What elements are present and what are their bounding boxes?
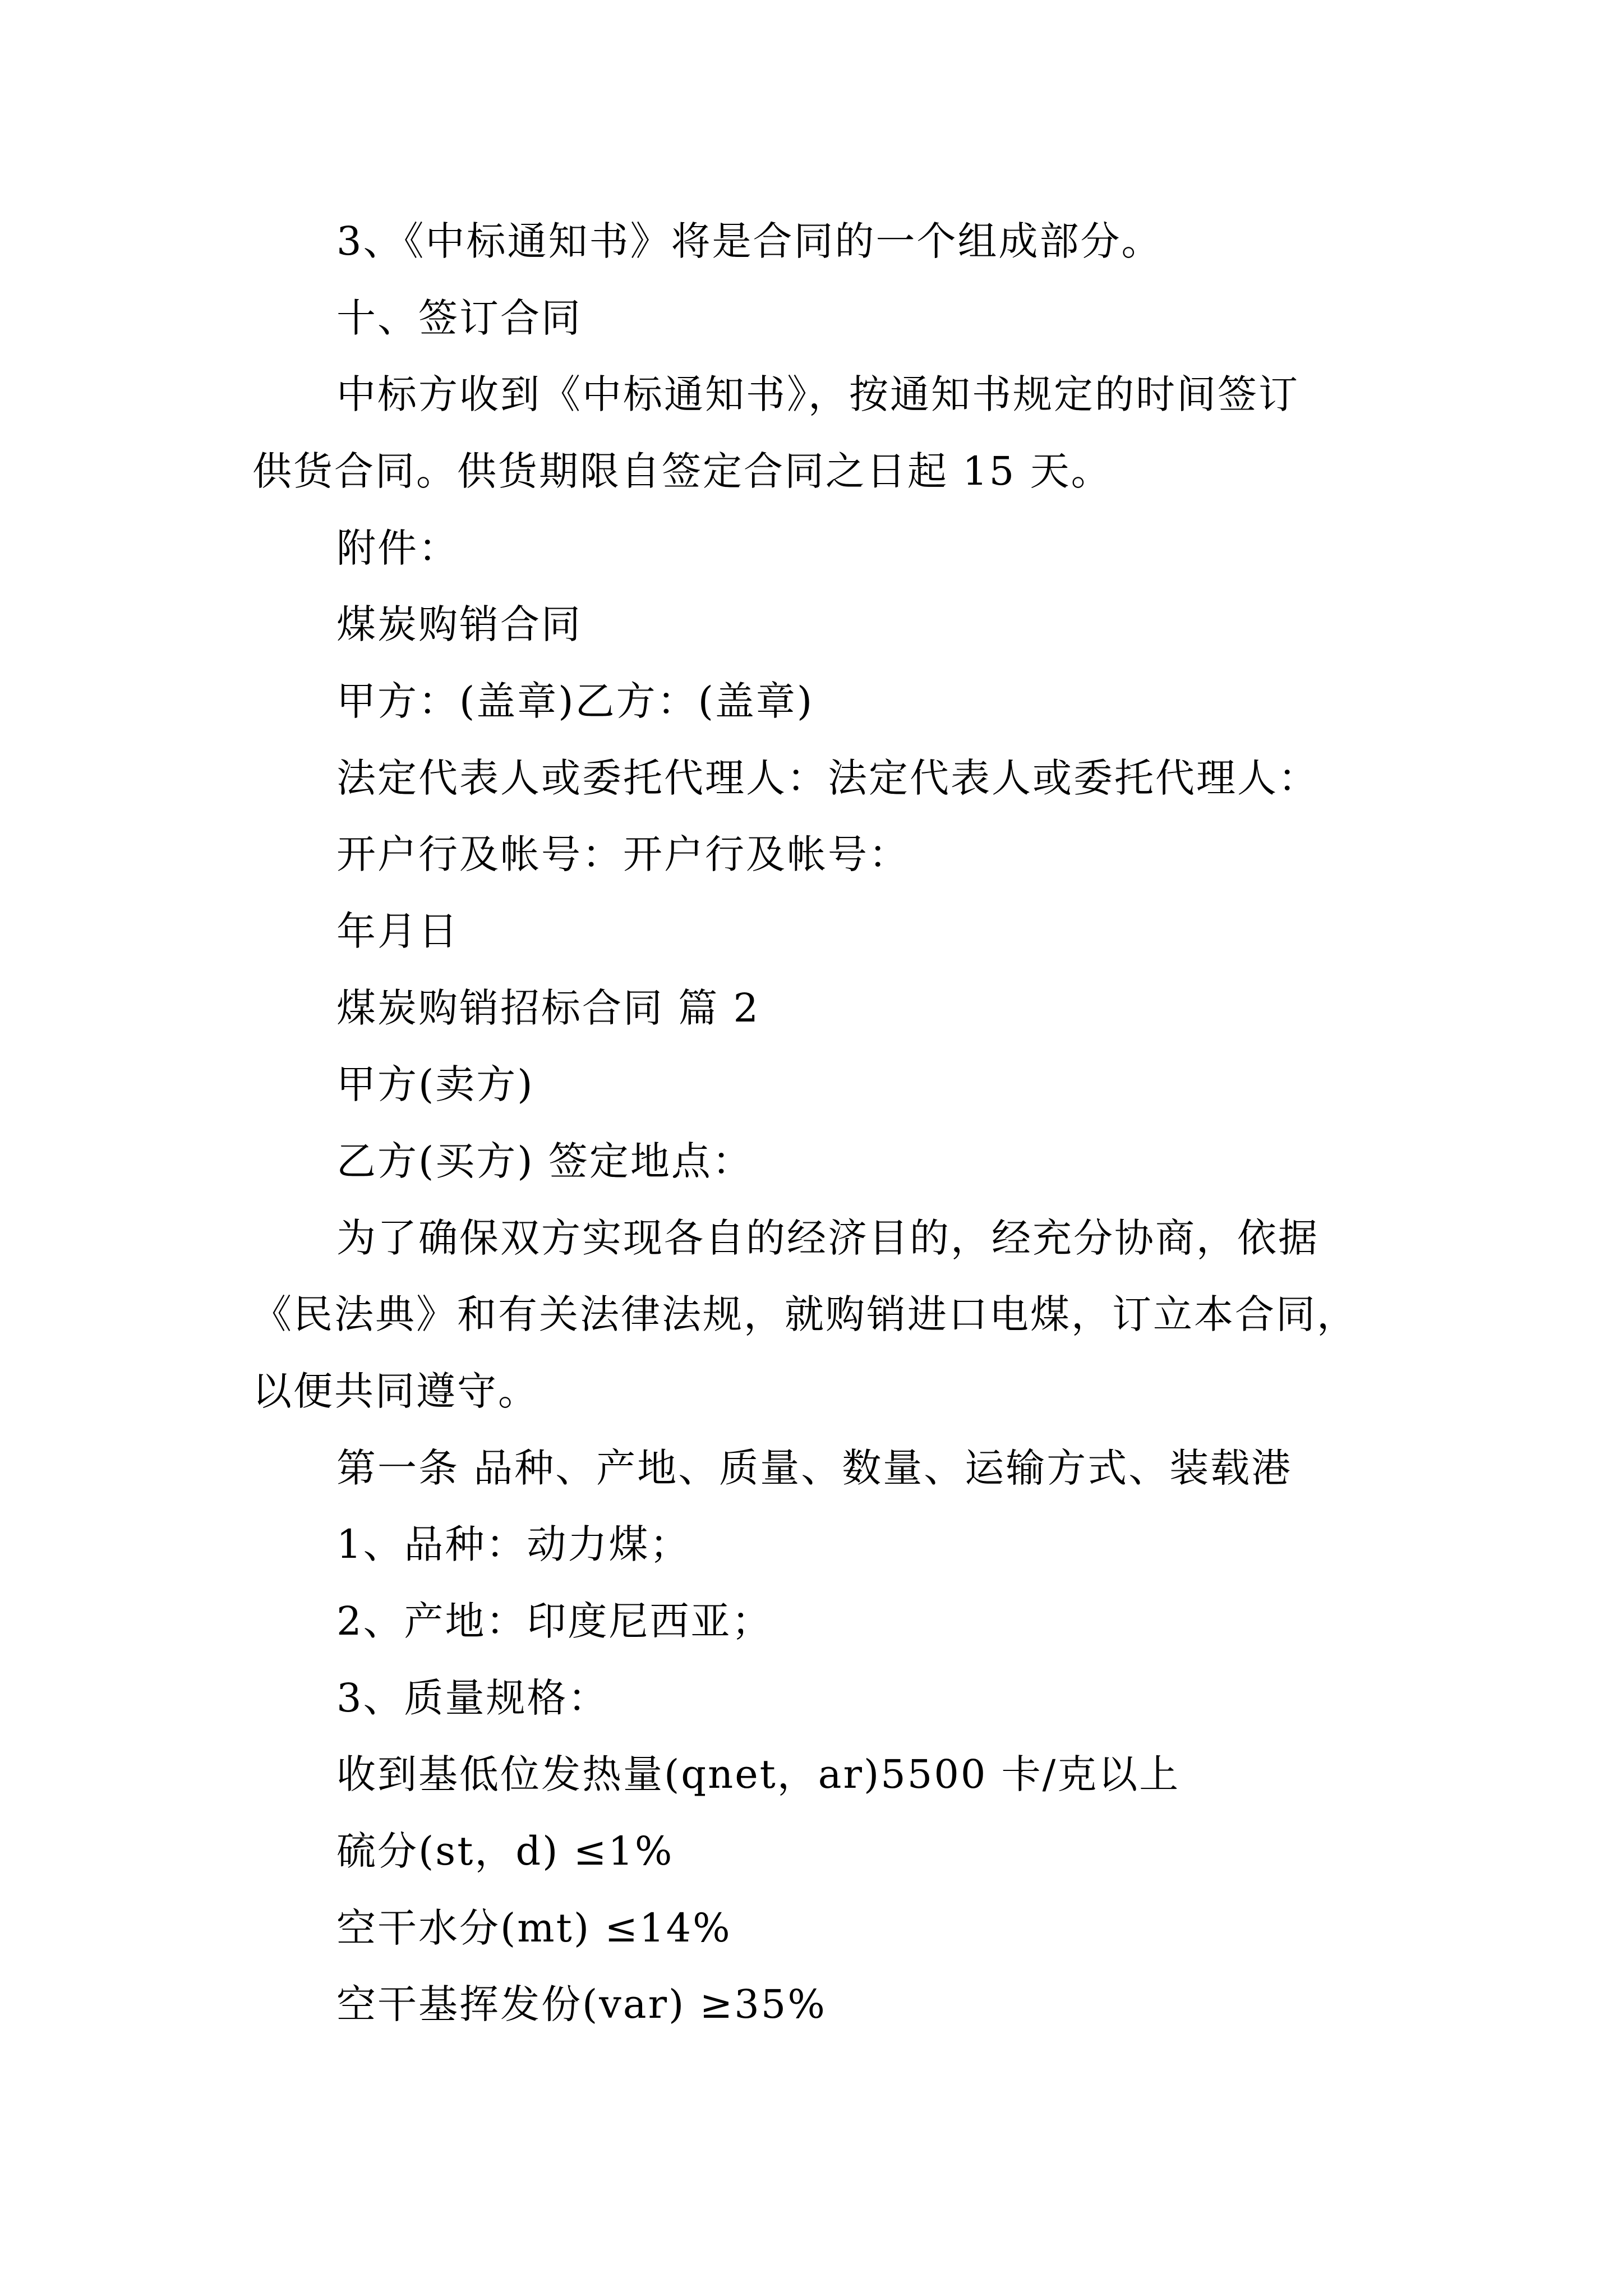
item-variety: 1、品种：动力煤； (336, 1521, 691, 1567)
sign-contract-paragraph-line-1: 中标方收到《中标通知书》，按通知书规定的时间签订 (336, 371, 1299, 417)
attachment-label: 附件： (336, 525, 459, 571)
bank-account-line: 开户行及帐号：开户行及帐号： (336, 831, 910, 877)
attachment-title: 煤炭购销合同 (336, 601, 582, 647)
preamble-line-1: 为了确保双方实现各自的经济目的，经充分协商，依据 (336, 1215, 1319, 1261)
representative-line: 法定代表人或委托代理人：法定代表人或委托代理人： (336, 755, 1319, 801)
preamble-line-3: 以便共同遵守。 (252, 1368, 539, 1414)
spec-calorific-value: 收到基低位发热量(qnet，ar)5500 卡/克以上 (336, 1751, 1181, 1797)
spec-volatile-matter: 空干基挥发份(var) ≥35% (336, 1981, 827, 2027)
spec-sulfur: 硫分(st，d) ≤1% (336, 1828, 674, 1874)
item-quality-spec: 3、质量规格： (336, 1675, 609, 1721)
sign-contract-paragraph-line-2: 供货合同。供货期限自签定合同之日起 15 天。 (252, 448, 1112, 494)
section-10-heading: 十、签订合同 (336, 295, 582, 341)
clause-3-notice-text: 3、《中标通知书》将是合同的一个组成部分。 (336, 218, 1163, 264)
spec-moisture: 空干水分(mt) ≤14% (336, 1905, 732, 1951)
contract-2-title: 煤炭购销招标合同 篇 2 (336, 985, 760, 1031)
party-a-seller: 甲方(卖方) (336, 1061, 534, 1107)
party-b-buyer-location: 乙方(买方) 签定地点： (336, 1138, 753, 1184)
preamble-line-2: 《民法典》和有关法律法规，就购销进口电煤，订立本合同， (252, 1291, 1358, 1337)
party-seal-line: 甲方：(盖章)乙方：(盖章) (336, 678, 814, 724)
date-line: 年月日 (336, 908, 459, 954)
article-1-heading: 第一条 品种、产地、质量、数量、运输方式、装载港 (336, 1445, 1293, 1491)
item-origin: 2、产地：印度尼西亚； (336, 1598, 773, 1644)
